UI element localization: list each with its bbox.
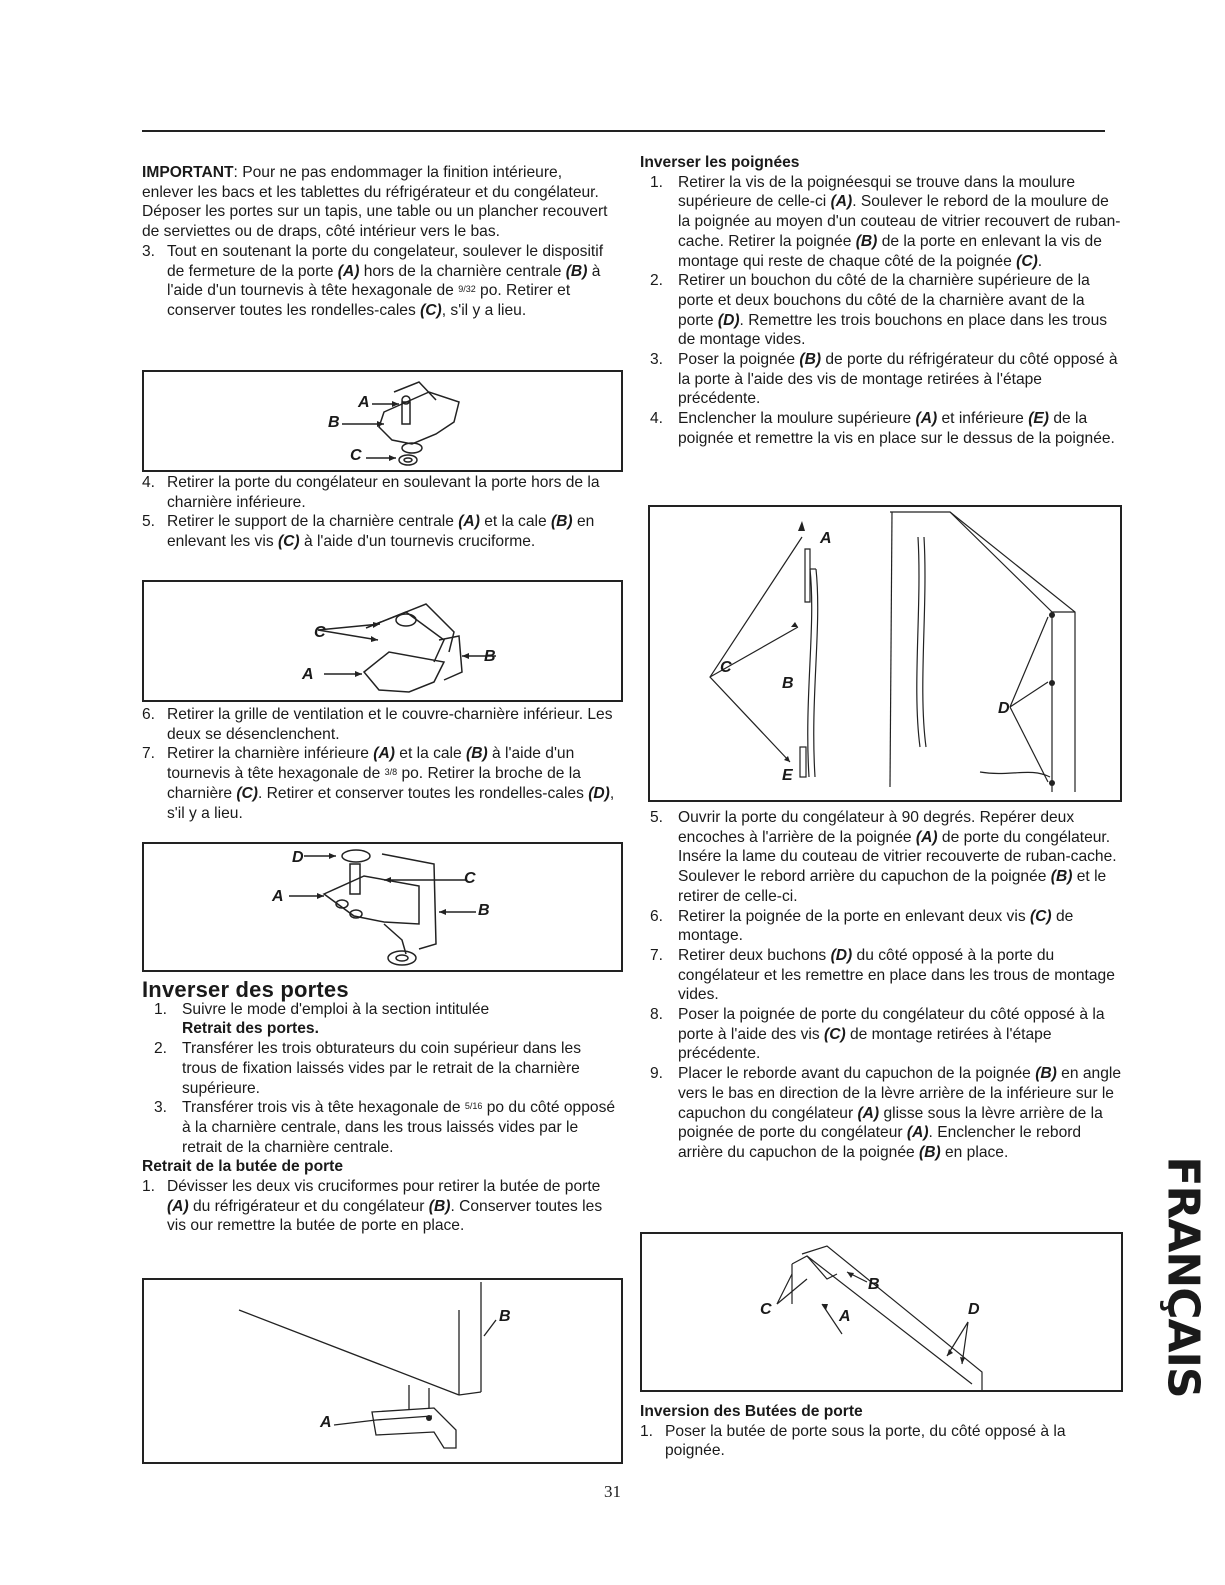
door-handle-illustration xyxy=(650,507,1120,800)
label-a: A xyxy=(272,888,284,905)
figure-handle-cap xyxy=(640,1232,1123,1392)
center-hinge-illustration xyxy=(144,372,621,470)
section-title: Inverser des portes xyxy=(142,977,349,1002)
left-steps-4-5 xyxy=(142,473,617,552)
label-d: D xyxy=(968,1301,980,1318)
label-b: B xyxy=(499,1308,511,1325)
left-column-top xyxy=(142,163,617,321)
label-d: D xyxy=(292,849,304,866)
handle-step-8: 8. Poser la poignée de porte du congélateur du côté opposé à la porte à l'aide des vis (C) de montage retirées à l'étape précédente. xyxy=(650,1006,1105,1063)
label-c: C xyxy=(314,624,326,641)
right-column-top xyxy=(640,153,1122,449)
handle-step-4: 4. Enclencher la moulure supérieure (A) et inférieure (E) de la poignée et remettre la vis en place sur le dessus de la poignée. xyxy=(650,410,1115,447)
step-5: 5. Retirer le support de la charnière centrale (A) et la cale (B) en enlevant les vis (C) à l'aide d'un tournevis cruciforme. xyxy=(142,513,595,551)
handle-step-7: 7. Retirer deux buchons (D) du côté opposé à la porte du congélateur et les remettre en place dans les trous de montage vides. xyxy=(650,946,1115,1004)
label-a: A xyxy=(358,394,370,411)
label-c: C xyxy=(350,447,362,464)
handle-step-6: 6. Retirer la poignée de la porte en enlevant deux vis (C) de montage. xyxy=(650,907,1074,945)
figure-door-handle xyxy=(648,505,1122,802)
label-a: A xyxy=(302,666,314,683)
door-stop-removal-title: Retrait de la butée de porte xyxy=(142,1158,344,1176)
side-tab-label: FRANÇAIS xyxy=(1157,1156,1209,1398)
label-c: C xyxy=(760,1301,772,1318)
right-steps-5-9 xyxy=(650,808,1122,1163)
step-4: 4. Retirer la porte du congélateur en soulevant la porte hors de la charnière inférieure. xyxy=(142,474,600,511)
step-6: 6. Retirer la grille de ventilation et le couvre-charnière inférieur. Les deux se désenclenchent. xyxy=(142,706,613,743)
door-stop-step-1: 1. Dévisser les deux vis cruciformes pour retirer la butée de porte (A) du réfrigérateur et du congélateur (B). Conserver toutes les vis our remettre la butée de porte en place. xyxy=(142,1178,603,1235)
page-number: 31 xyxy=(604,1482,621,1501)
reverse-step-2: 2. Transférer les trois obturateurs du coin supérieur dans les trous de fixation laissés vides par le retrait de la charnière supérieure. xyxy=(154,1040,581,1097)
door-stops-title: Inversion des Butées de porte xyxy=(640,1403,863,1420)
figure-center-hinge xyxy=(142,370,623,472)
left-section-reverse-doors xyxy=(142,977,617,1236)
label-a: A xyxy=(320,1414,332,1431)
figure-lower-hinge xyxy=(142,842,623,972)
handle-step-9: 9. Placer le reborde avant du capuchon de la poignée (B) en angle vers le bas en direction de la lèvre arrière de la inférieure sur le capuchon du congélateur (A) glisse sous la lèvre arrière de la poignée de porte du congélateur (A). Enclencher le rebord arrière du capuchon de la poignée (B) en place. xyxy=(650,1065,1122,1161)
hinge-bracket-illustration xyxy=(144,582,621,700)
label-b: B xyxy=(782,675,794,692)
important-note: IMPORTANT: Pour ne pas endommager la finition intérieure, enlever les bacs et les tablettes du réfrigérateur et du congélateur. Déposer les portes sur un tapis, une table ou un plancher recouvert de serviettes ou de draps, côté intérieur vers le bas. xyxy=(142,164,608,241)
top-rule xyxy=(142,130,1105,132)
handle-step-2: 2. Retirer un bouchon du côté de la charnière supérieure de la porte et deux bouchons du côté de la charnière avant de la porte (D). Remettre les trois bouchons en place dans les trous de montage vides. xyxy=(650,272,1108,349)
handles-title: Inverser les poignées xyxy=(640,154,800,171)
reverse-step-1: 1. Suivre le mode d'emploi à la section intitulée Retrait des portes. xyxy=(154,1000,490,1038)
step-7: 7. Retirer la charnière inférieure (A) et la cale (B) à l'aide d'un tournevis à tête hexagonale de $^{3/8}$ po. Retirer la broche de la charnière (C). Retirer et conserver toutes les rondelles-cales (D), s'il y a lieu. xyxy=(142,745,615,822)
lower-hinge-illustration xyxy=(144,844,621,970)
reverse-step-3: 3. Transférer trois vis à tête hexagonale de $^{5/16}$ po du côté opposé à la charnière centrale, dans les trous laissés vides par le retrait de la charnière centrale. xyxy=(154,1099,616,1156)
right-door-stops xyxy=(640,1402,1122,1461)
figure-hinge-bracket xyxy=(142,580,623,702)
door-stops-step-1: 1. Poser la butée de porte sous la porte, du côté opposé à la poignée. xyxy=(640,1422,1066,1460)
step-3: 3. Tout en soutenant la porte du congelateur, soulever le dispositif de fermeture de la porte (A) hors de la charnière centrale (B) à l'aide d'un tournevis à tête hexagonale de $^{9/32}$ po. Retirer et conserver toutes les rondelles-cales (C), s'il y a lieu. xyxy=(142,242,604,319)
label-b: B xyxy=(484,648,496,665)
label-b: B xyxy=(478,902,490,919)
handle-cap-illustration xyxy=(642,1234,1121,1390)
label-a: A xyxy=(839,1308,851,1325)
label-c: C xyxy=(720,659,732,676)
label-b: B xyxy=(328,414,340,431)
door-stop-illustration xyxy=(144,1280,621,1462)
label-e: E xyxy=(782,767,793,784)
label-d: D xyxy=(998,700,1010,717)
handle-step-1: 1. Retirer la vis de la poignéesqui se trouve dans la moulure supérieure de celle-ci (A). Soulever le rebord de la moulure de la poignée au moyen d'un couteau de vitrier recouvert de ruban-cache. Retirer la poignée (B) de la porte en enlevant la vis de montage qui reste de chaque côté de la poignée (C). xyxy=(650,173,1121,270)
label-c: C xyxy=(464,870,476,887)
label-b: B xyxy=(868,1276,880,1293)
handle-step-5: 5. Ouvrir la porte du congélateur à 90 degrés. Repérer deux encoches à l'arrière de la poignée (A) de porte du congélateur. Insére la lame du couteau de vitrier recouverte de ruban-cache. Soulever le rebord arrière du capuchon de la poignée (B) et le retirer de celle-ci. xyxy=(650,809,1117,905)
left-steps-6-7 xyxy=(142,705,617,823)
label-a: A xyxy=(820,530,832,547)
language-side-tab xyxy=(1148,1152,1218,1402)
handle-step-3: 3. Poser la poignée (B) de porte du réfrigérateur du côté opposé à la porte à l'aide des vis de montage retirées à l'étape précédente. xyxy=(650,351,1118,408)
figure-door-stop xyxy=(142,1278,623,1464)
